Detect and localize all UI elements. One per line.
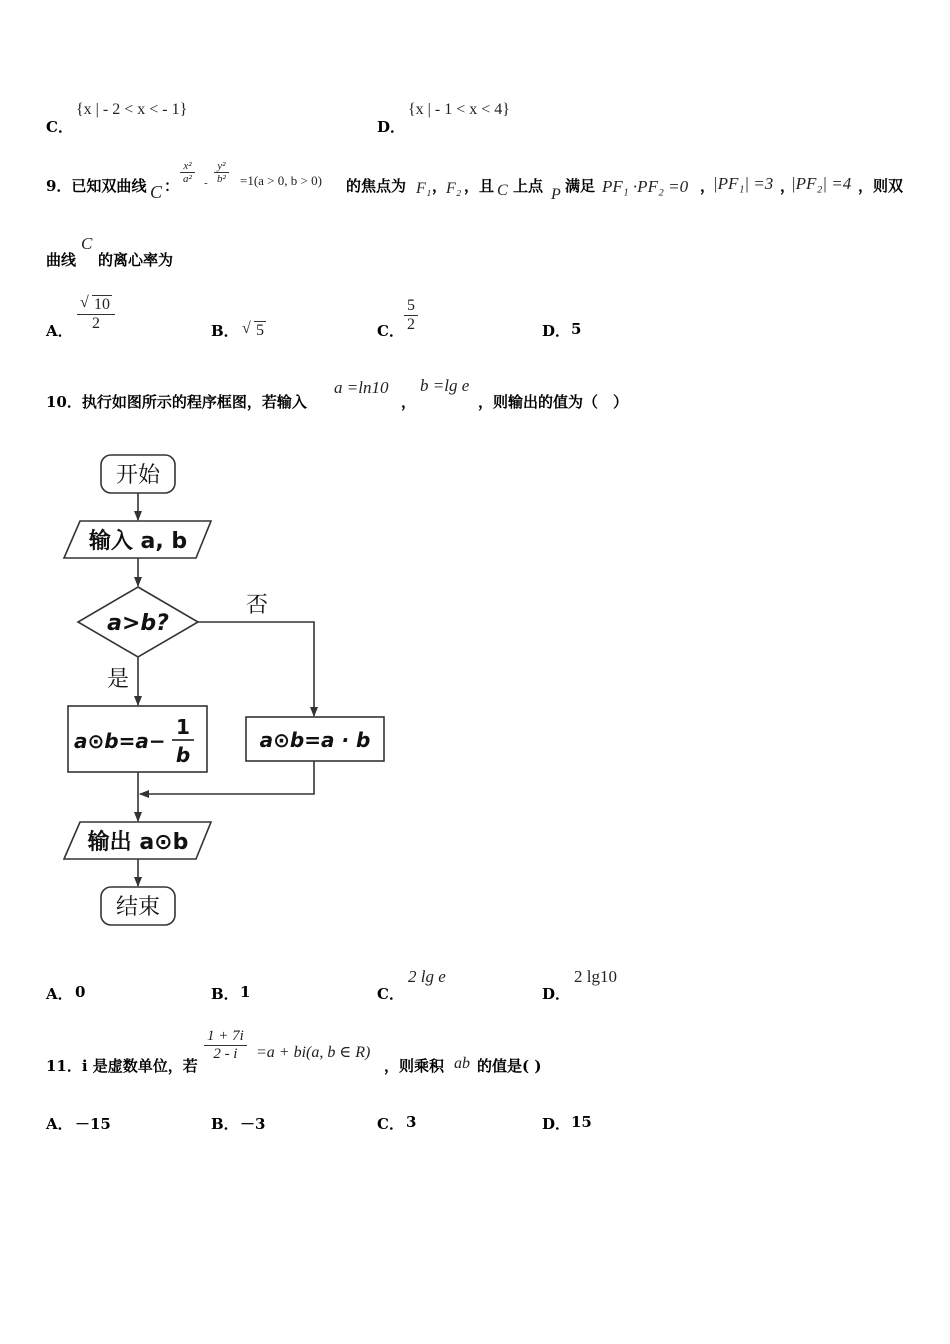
flow-arrow-merge <box>140 761 314 794</box>
q11-mid: ，则乘积 <box>384 1057 445 1075</box>
q11-prefix: 11．i 是虚数单位，若 <box>46 1057 198 1075</box>
q11-ab: ab <box>454 1055 470 1072</box>
q9-comma3: ， <box>780 177 796 195</box>
q10-flowchart <box>0 440 420 940</box>
q8-option-d-label: D． <box>377 118 406 136</box>
q9-x2: x² <box>180 160 194 173</box>
q9-a2: a² <box>183 173 192 185</box>
q10-option-d-value: 2 lg10 <box>574 967 617 986</box>
q9-fraction-x <box>180 160 195 185</box>
q11-option-b-value: －3 <box>240 1115 266 1133</box>
q9-option-c-den: 2 <box>407 316 415 333</box>
flow-arrow-no <box>198 622 314 716</box>
q10-a-input: a =ln10 <box>334 378 389 397</box>
q9-y2: y² <box>214 160 228 173</box>
q9-option-d-label: D． <box>542 322 571 340</box>
q9-option-a-num: 10 <box>94 296 110 313</box>
q9-text-point: 上点 <box>513 177 544 195</box>
q10-b-input: b =lg e <box>420 376 470 395</box>
q9-text-then: ，则双 <box>858 177 904 195</box>
q9-colon: ： <box>164 177 180 195</box>
q10-suffix: ，则输出的值为（ ） <box>478 393 629 411</box>
q9-option-a-den: 2 <box>92 315 100 332</box>
q9-prefix: 9．已知双曲线 <box>46 177 147 195</box>
flow-left-formula: a⊙b=a− <box>74 729 166 753</box>
q11-option-a-value: －15 <box>75 1115 111 1133</box>
q9-option-a-label: A． <box>46 322 73 340</box>
q10-option-a-label: A． <box>46 985 73 1003</box>
q9-option-b-value: √ 5 <box>242 320 264 339</box>
q9-option-c-value <box>404 297 418 334</box>
q11-den: 2 - i <box>213 1046 238 1062</box>
q9-c2: C <box>497 182 508 199</box>
flow-decision-text: a>b? <box>107 611 169 636</box>
q11-suffix: 的值是( ) <box>477 1057 542 1075</box>
q9-curve-c: C <box>150 182 163 202</box>
q9-line2-b: 的离心率为 <box>98 251 174 269</box>
q11-fraction <box>204 1028 247 1063</box>
q9-option-b-label: B． <box>211 322 239 340</box>
q9-text-satisfy: 满足 <box>565 177 596 195</box>
q10-option-c-value: 2 lg e <box>408 967 446 986</box>
q9-text-focus: 的焦点为 <box>346 177 407 195</box>
q9-dot-product: PF₁ ·PF₂ =0 <box>602 177 689 196</box>
q9-b2: b² <box>217 173 226 185</box>
q11-option-c-label: C． <box>377 1115 404 1133</box>
q9-comma2: ， <box>700 177 716 195</box>
q9-fraction-y <box>214 160 229 185</box>
q9-option-a-value: √ 10 2 <box>77 296 115 333</box>
q10-option-a-value: 0 <box>75 983 86 1001</box>
q9-p: P <box>551 186 561 203</box>
flow-left-fraction-num: 1 <box>176 715 190 739</box>
q11-option-a-label: A． <box>46 1115 73 1133</box>
q11-option-d-value: 15 <box>571 1113 592 1131</box>
flow-input-text: 输入 a, b <box>88 529 188 554</box>
q9-option-c-num: 5 <box>404 297 418 316</box>
q9-comma1: ， <box>432 177 448 195</box>
q9-text-and: ，且 <box>464 177 495 195</box>
q8-option-c-expr: {x | - 2 < x < - 1} <box>76 101 188 118</box>
q11-num: 1 + 7i <box>204 1028 247 1046</box>
q9-condition: =1(a > 0, b > 0) <box>240 173 322 188</box>
q9-pf1: |PF₁| =3 <box>713 174 774 193</box>
q9-option-b-rad: 5 <box>256 322 264 339</box>
q9-f1: F₁ <box>416 180 432 197</box>
q9-pf2: |PF₂| =4 <box>791 174 852 193</box>
flow-right-formula: a⊙b=a · b <box>259 728 371 752</box>
q8-option-c-label: C． <box>46 118 73 136</box>
q11-option-d-label: D． <box>542 1115 571 1133</box>
q11-rhs: =a + bi(a, b ∈ R) <box>256 1044 371 1061</box>
q9-minus: - <box>204 177 208 189</box>
q9-option-c-label: C． <box>377 322 404 340</box>
flow-no-label: 否 <box>245 593 269 618</box>
q10-option-b-label: B． <box>211 985 239 1003</box>
q10-prefix: 10．执行如图所示的程序框图，若输入 <box>46 393 307 411</box>
q9-c3: C <box>81 234 93 253</box>
q11-option-c-value: 3 <box>406 1113 417 1131</box>
q9-f2: F₂ <box>446 180 462 197</box>
flow-output-text: 输出 a⊙b <box>87 830 189 855</box>
q10-option-c-label: C． <box>377 985 404 1003</box>
flow-start-text: 开始 <box>115 463 161 488</box>
q11-option-b-label: B． <box>211 1115 239 1133</box>
q9-line2-a: 曲线 <box>46 251 77 269</box>
flow-end-text: 结束 <box>115 895 161 920</box>
q10-option-b-value: 1 <box>240 983 251 1001</box>
flow-yes-label: 是 <box>106 667 130 692</box>
q8-option-d-expr: {x | - 1 < x < 4} <box>408 101 510 118</box>
q9-option-d-value: 5 <box>571 320 582 338</box>
q10-comma: ， <box>401 393 417 411</box>
flow-left-fraction-den: b <box>175 743 191 767</box>
q10-option-d-label: D． <box>542 985 571 1003</box>
